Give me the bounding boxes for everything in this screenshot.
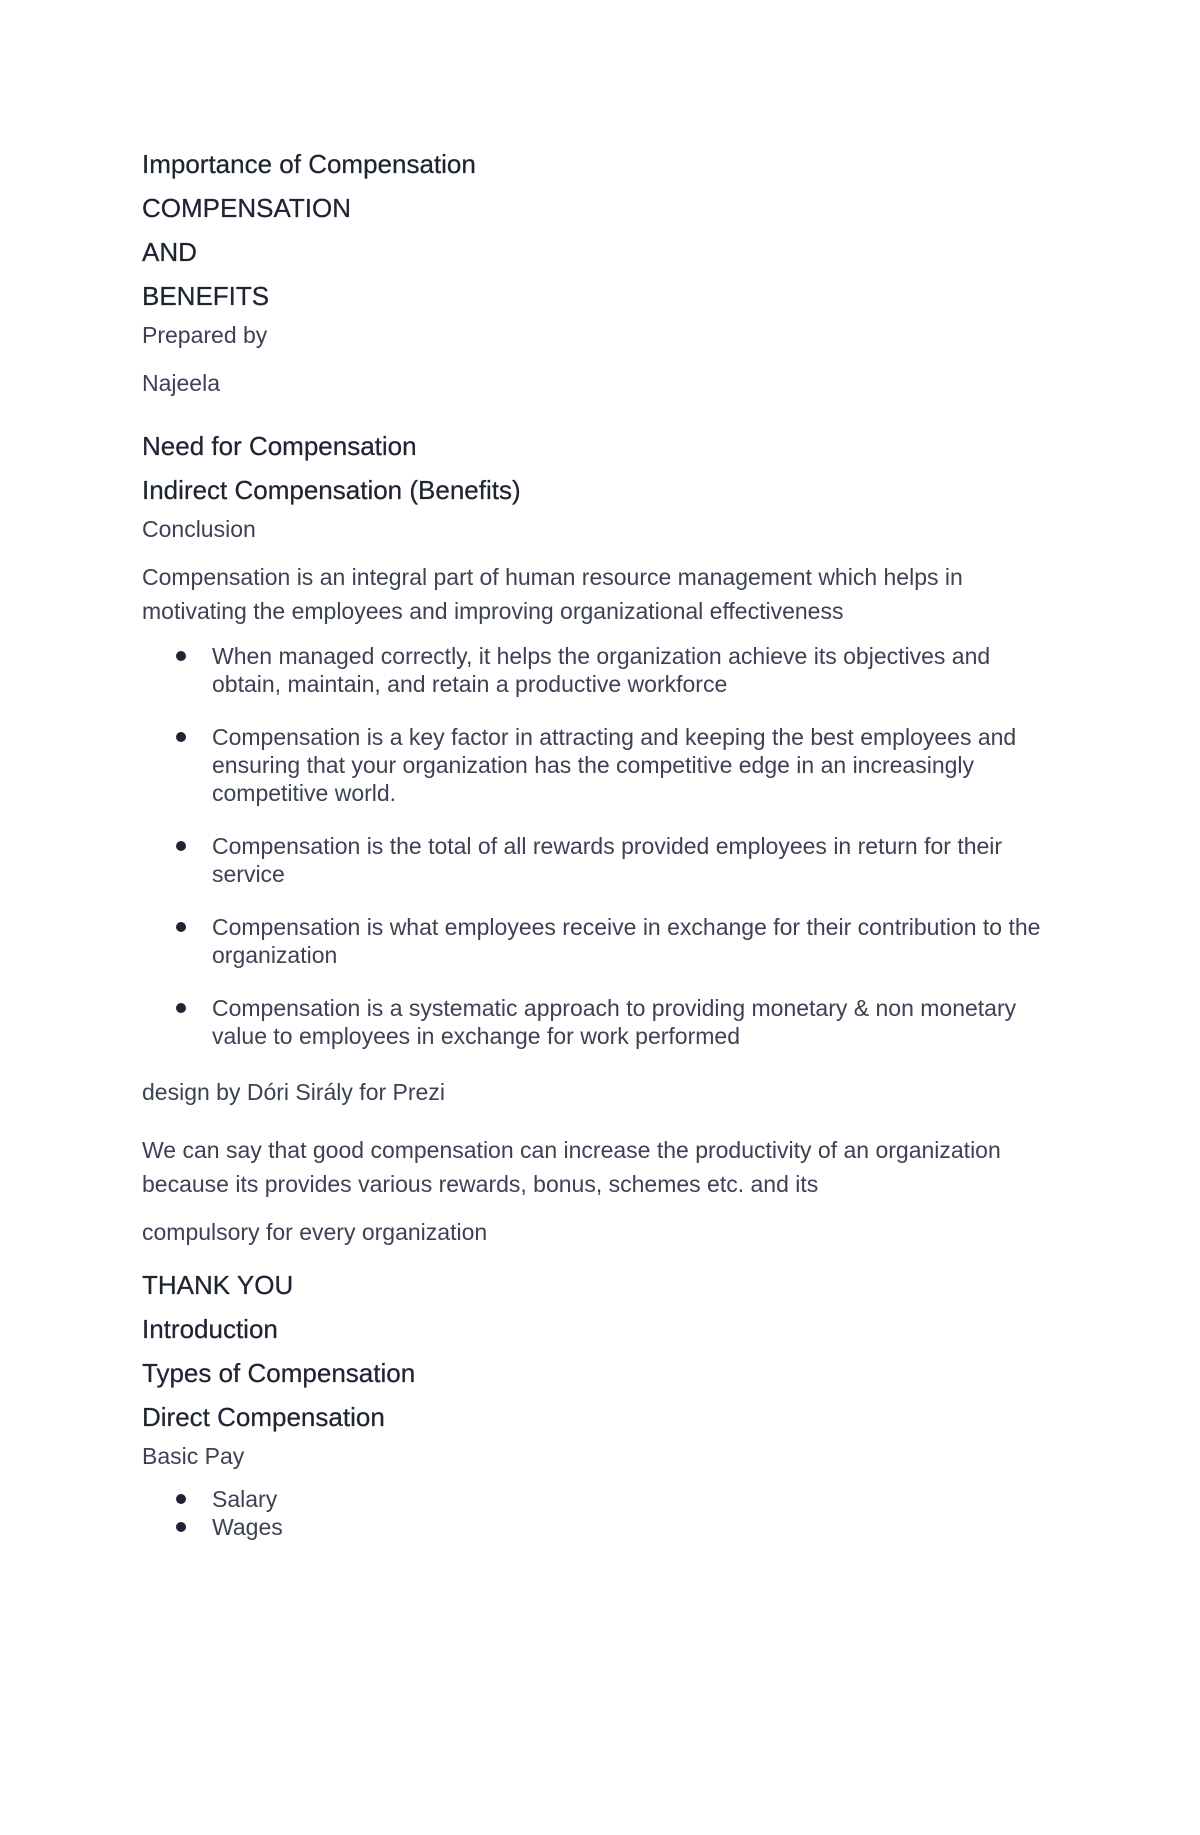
bullet-icon [176, 922, 186, 932]
basic-pay-label: Basic Pay [142, 1443, 245, 1469]
bullet-text: Compensation is the total of all rewards provided employees in return for their service [212, 833, 1003, 887]
bullet-text: Compensation is a systematic approach to providing monetary & non monetary value to employees in exchange for work performed [212, 995, 1017, 1049]
author-name: Najeela [142, 370, 220, 396]
bullet-icon [176, 841, 186, 851]
title-benefits: BENEFITS [142, 281, 270, 311]
thank-you-heading: THANK YOU [142, 1270, 294, 1300]
bullet-icon [176, 651, 186, 661]
list-item [142, 994, 1062, 1050]
title-and: AND [142, 237, 197, 267]
list-item [142, 913, 1062, 969]
bullet-text: Wages [212, 1514, 283, 1540]
bullet-icon [176, 1003, 186, 1013]
bullet-icon [176, 732, 186, 742]
basic-pay-list [142, 1485, 1062, 1541]
bullet-icon [176, 1494, 186, 1504]
design-credit: design by Dóri Sirály for Prezi [142, 1079, 445, 1105]
document-page [142, 142, 1062, 1541]
heading-direct-compensation: Direct Compensation [142, 1402, 385, 1432]
conclusion-label: Conclusion [142, 516, 256, 542]
heading-types-of-compensation: Types of Compensation [142, 1358, 416, 1388]
list-item [142, 723, 1062, 807]
heading-introduction: Introduction [142, 1314, 278, 1344]
list-item [142, 832, 1062, 888]
heading-indirect-compensation: Indirect Compensation (Benefits) [142, 475, 521, 505]
bullet-icon [176, 1522, 186, 1532]
heading-need-for-compensation: Need for Compensation [142, 431, 417, 461]
title-importance: Importance of Compensation [142, 149, 476, 179]
title-compensation: COMPENSATION [142, 193, 351, 223]
bullet-text: Compensation is what employees receive in exchange for their contribution to the organization [212, 914, 1041, 968]
conclusion-paragraph: Compensation is an integral part of human resource management which helps in motivating the employees and improving organizational effectiveness [142, 564, 963, 624]
list-item [142, 1485, 1062, 1513]
closing-tail: compulsory for every organization [142, 1219, 488, 1245]
list-item [142, 1513, 1062, 1541]
closing-paragraph: We can say that good compensation can increase the productivity of an organization because its provides various rewards, bonus, schemes etc. and its [142, 1137, 1001, 1197]
list-item [142, 642, 1062, 698]
bullet-text: Salary [212, 1486, 278, 1512]
benefits-bullet-list [142, 642, 1062, 1050]
bullet-text: Compensation is a key factor in attracting and keeping the best employees and ensuring that your organization has the competitive edge in an increasingly competitive world. [212, 724, 1017, 806]
prepared-by-label: Prepared by [142, 322, 268, 348]
bullet-text: When managed correctly, it helps the organization achieve its objectives and obtain, maintain, and retain a productive workforce [212, 643, 991, 697]
